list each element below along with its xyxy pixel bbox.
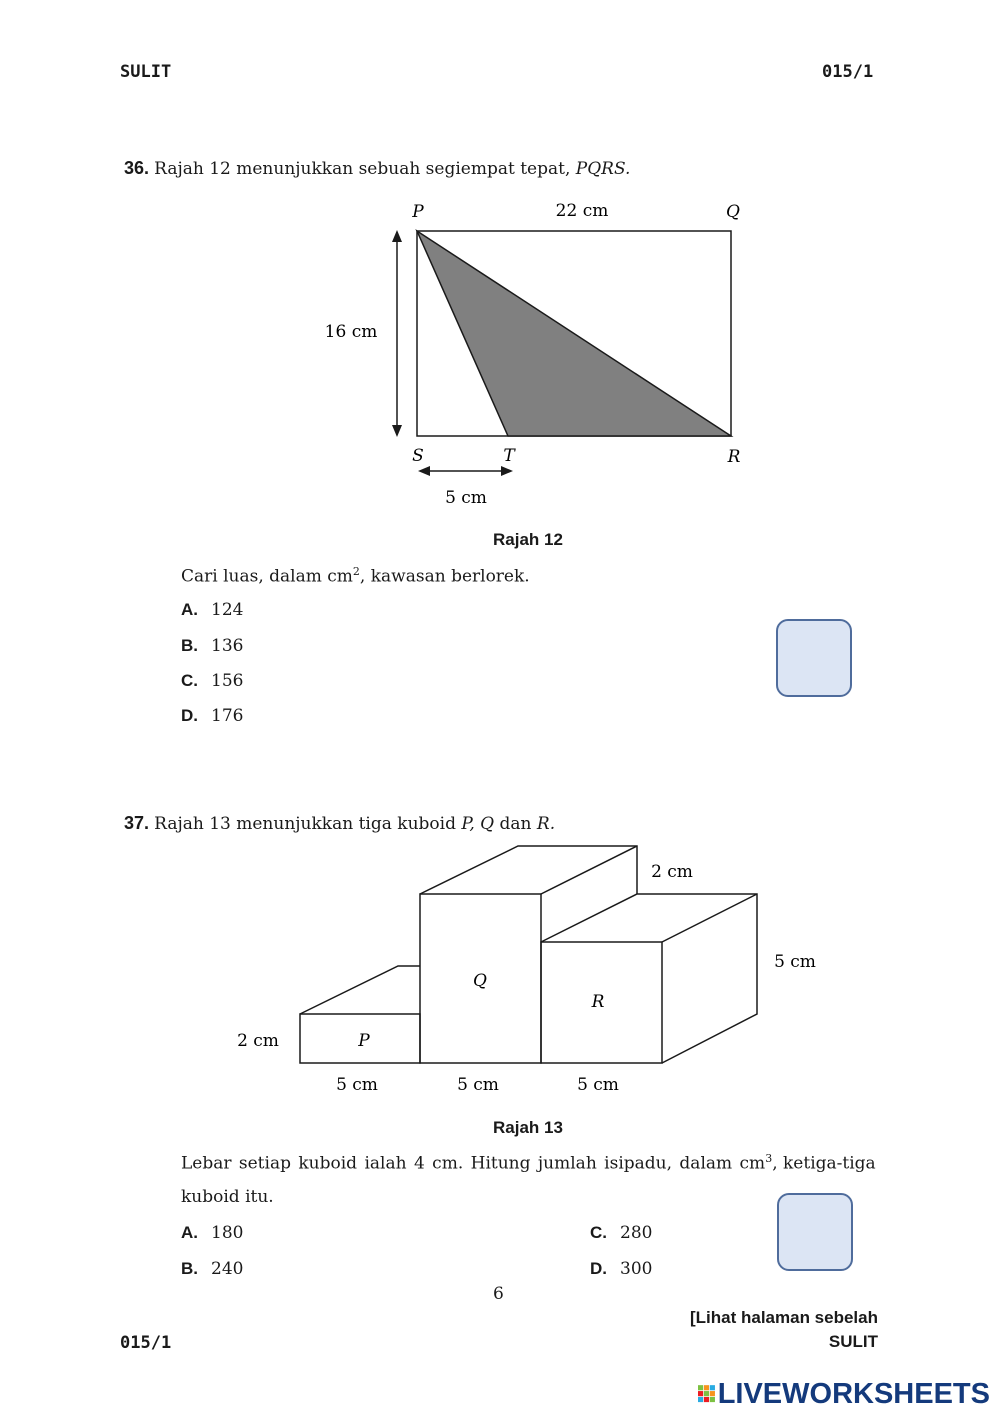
- option-value: 136: [211, 636, 244, 656]
- page-number: 6: [493, 1284, 504, 1304]
- option-value: 180: [211, 1223, 244, 1243]
- label-q: Q: [726, 202, 740, 222]
- option-letter: A.: [181, 600, 198, 619]
- label-height-2cm: 2 cm: [237, 1031, 279, 1051]
- cuboid-r-top-side: [541, 894, 757, 1063]
- label-16cm: 16 cm: [324, 322, 378, 342]
- label-width-r: 5 cm: [577, 1075, 619, 1095]
- prompt-superscript: 2: [352, 565, 360, 578]
- question-36-prompt: [181, 565, 530, 587]
- footer-sulit: SULIT: [828, 1332, 878, 1351]
- option-37-c: [590, 1223, 652, 1243]
- caption-rajah-12: Rajah 12: [493, 530, 563, 549]
- cuboid-r-edge: [662, 894, 757, 942]
- option-letter: A.: [181, 1223, 198, 1242]
- label-p: P: [412, 202, 424, 222]
- header-sulit: SULIT: [120, 62, 172, 82]
- header-code: 015/1: [822, 62, 874, 82]
- cuboid-p-top: [300, 966, 420, 1014]
- rajah-12-figure: [300, 190, 780, 520]
- arrow-head-right: [501, 466, 513, 476]
- label-t: T: [503, 446, 515, 466]
- question-text-italic: PQRS.: [575, 159, 631, 179]
- cuboid-q-top: [420, 846, 637, 894]
- prompt-text: Lebar setiap kuboid ialah 4 cm. Hitung jumlah isipadu, dalam cm: [181, 1153, 766, 1174]
- answer-box-37[interactable]: [777, 1193, 853, 1271]
- option-value: 124: [211, 600, 244, 620]
- option-36-c: [181, 671, 243, 691]
- option-value: 300: [620, 1259, 653, 1279]
- question-text: Rajah 12 menunjukkan sebuah segiempat tepat,: [154, 159, 576, 179]
- question-36-stem: [124, 158, 630, 179]
- label-cuboid-p: P: [358, 1031, 370, 1051]
- question-text-italic: P, Q: [461, 814, 495, 834]
- question-37-prompt-line1: [181, 1152, 878, 1174]
- option-letter: B.: [181, 1259, 198, 1278]
- prompt-text-end: , ketiga-tiga: [772, 1153, 876, 1174]
- option-letter: B.: [181, 636, 198, 655]
- option-letter: D.: [181, 706, 198, 725]
- cuboid-q-edge: [541, 846, 637, 894]
- option-37-b: [181, 1259, 243, 1279]
- option-letter: D.: [590, 1259, 607, 1278]
- option-36-d: [181, 706, 243, 726]
- arrow-head-up: [392, 230, 402, 242]
- option-37-a: [181, 1223, 243, 1243]
- arrow-head-left: [418, 466, 430, 476]
- option-value: 156: [211, 671, 244, 691]
- arrow-head-down: [392, 425, 402, 437]
- liveworksheets-text: LIVEWORKSHEETS: [717, 1377, 990, 1410]
- prompt-superscript: 3: [765, 1152, 773, 1165]
- label-s: S: [412, 446, 424, 466]
- question-37-prompt-line2: kuboid itu.: [181, 1187, 274, 1207]
- label-r: R: [727, 447, 741, 467]
- answer-box-36[interactable]: [776, 619, 852, 697]
- label-depth-2cm: 2 cm: [651, 862, 693, 882]
- option-letter: C.: [590, 1223, 607, 1242]
- option-value: 280: [620, 1223, 653, 1243]
- rajah-13-figure: [220, 835, 840, 1105]
- liveworksheets-icon: [698, 1382, 716, 1406]
- shaded-triangle: [417, 231, 731, 436]
- label-5cm: 5 cm: [445, 488, 487, 508]
- question-text-mid: dan: [494, 814, 537, 834]
- question-number: 36.: [124, 158, 150, 178]
- option-letter: C.: [181, 671, 198, 690]
- liveworksheets-logo[interactable]: [698, 1376, 990, 1412]
- question-text: Rajah 13 menunjukkan tiga kuboid: [154, 814, 462, 834]
- caption-rajah-13: Rajah 13: [493, 1118, 563, 1137]
- option-36-a: [181, 600, 243, 620]
- footer-code: 015/1: [120, 1333, 172, 1353]
- option-36-b: [181, 636, 243, 656]
- prompt-text-end: , kawasan berlorek.: [359, 566, 530, 587]
- label-width-q: 5 cm: [457, 1075, 499, 1095]
- option-value: 240: [211, 1259, 244, 1279]
- question-text-italic2: R.: [536, 814, 556, 834]
- label-22cm: 22 cm: [555, 201, 609, 221]
- label-height-5cm: 5 cm: [774, 952, 816, 972]
- question-number: 37.: [124, 813, 150, 833]
- question-37-stem: [124, 813, 555, 834]
- label-width-p: 5 cm: [336, 1075, 378, 1095]
- option-value: 176: [211, 706, 244, 726]
- label-cuboid-q: Q: [473, 971, 487, 991]
- prompt-text: Cari luas, dalam cm: [181, 566, 353, 587]
- option-37-d: [590, 1259, 652, 1279]
- label-cuboid-r: R: [591, 992, 605, 1012]
- next-page-note: [Lihat halaman sebelah: [690, 1308, 878, 1327]
